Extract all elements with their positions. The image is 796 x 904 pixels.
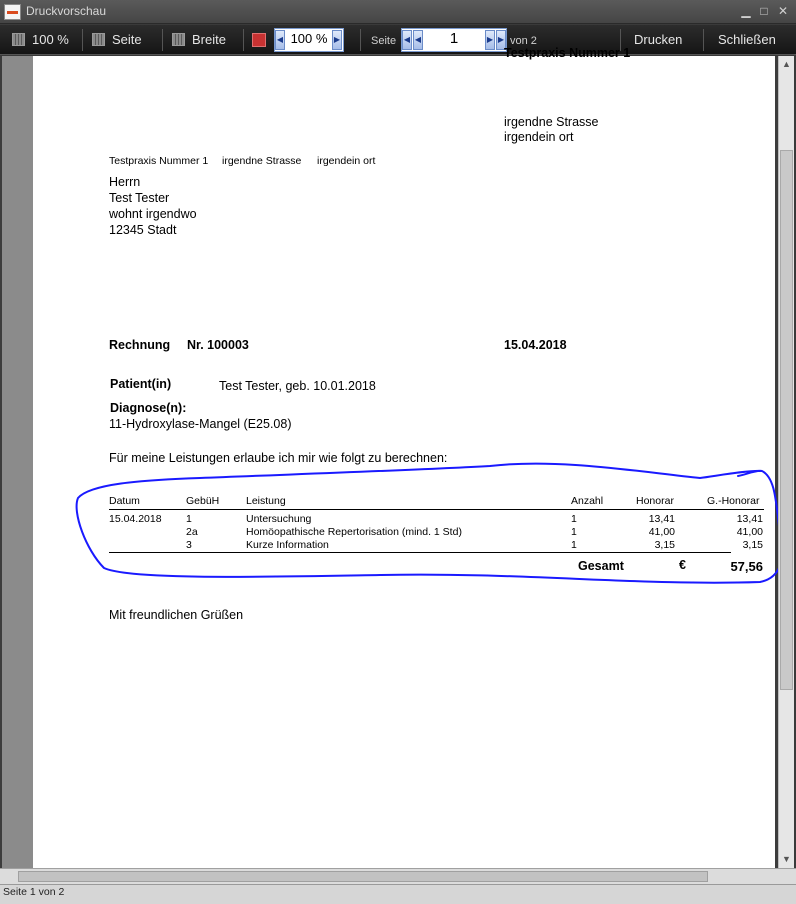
col-header-code: GebüH <box>186 495 220 507</box>
status-text: Seite 1 von 2 <box>3 886 65 898</box>
table-cell-service: Homöopathische Repertorisation (mind. 1 Std) <box>246 526 462 538</box>
horizontal-scroll-thumb[interactable] <box>18 871 708 882</box>
minimize-icon[interactable]: ▁ <box>741 4 751 18</box>
table-cell-code: 2a <box>186 526 198 538</box>
zoom-increase-arrow-icon[interactable]: ▶ <box>332 30 342 50</box>
table-cell-service: Kurze Information <box>246 539 329 551</box>
sender-line-city: irgendein ort <box>317 155 376 167</box>
scroll-down-icon[interactable]: ▼ <box>782 854 791 864</box>
color-swatch-icon[interactable] <box>252 33 266 47</box>
preview-area[interactable] <box>0 46 778 868</box>
sender-header-clipped: Testpraxis Nummer 1 <box>504 46 631 60</box>
table-cell-code: 3 <box>186 539 192 551</box>
table-cell-fee: 13,41 <box>648 513 675 525</box>
table-cell-date: 15.04.2018 <box>109 513 162 525</box>
page-navigator[interactable] <box>401 28 507 52</box>
patient-label: Patient(in) <box>110 377 172 391</box>
window-title: Druckvorschau <box>26 4 107 18</box>
toolbar-divider <box>360 29 361 51</box>
sender-street: irgendne Strasse <box>504 115 599 129</box>
table-sum-rule <box>109 552 731 553</box>
recipient-line: Test Tester <box>109 191 170 205</box>
col-header-count: Anzahl <box>571 495 604 507</box>
intro-text: Für meine Leistungen erlaube ich mir wie folgt zu berechnen: <box>109 451 448 465</box>
table-cell-count: 1 <box>571 526 577 538</box>
fit-width-button[interactable] <box>172 28 226 52</box>
table-cell-service: Untersuchung <box>246 513 312 525</box>
fit-page-label: Seite <box>112 32 142 47</box>
app-icon <box>4 4 21 20</box>
page-margin-strip <box>2 56 33 868</box>
toolbar-divider <box>162 29 163 51</box>
zoom-value[interactable]: 100 % <box>290 31 328 46</box>
diagnosis-label: Diagnose(n): <box>110 401 187 415</box>
page-nav-label: Seite <box>371 35 397 47</box>
fit-width-label: Breite <box>192 32 226 47</box>
toolbar-divider <box>82 29 83 51</box>
table-cell-code: 1 <box>186 513 192 525</box>
sender-line-street: irgendne Strasse <box>222 155 302 167</box>
table-cell-fee: 3,15 <box>654 539 675 551</box>
table-cell-total: 41,00 <box>736 526 763 538</box>
zoom-decrease-arrow-icon[interactable]: ◀ <box>275 30 285 50</box>
col-header-service: Leistung <box>246 495 286 507</box>
patient-value: Test Tester, geb. 10.01.2018 <box>219 379 376 393</box>
fit-page-button[interactable] <box>92 28 142 52</box>
close-preview-button[interactable]: Schließen <box>718 32 776 47</box>
prev-page-icon[interactable]: ◀ <box>413 30 423 50</box>
zoom-100-label: 100 % <box>32 32 69 47</box>
currency-symbol: € <box>679 558 686 572</box>
maximize-icon[interactable]: □ <box>760 4 768 18</box>
next-page-icon[interactable]: ▶ <box>485 30 495 50</box>
grid-icon <box>172 33 185 46</box>
col-header-total: G.-Honorar <box>707 495 760 507</box>
table-header-rule <box>109 509 764 510</box>
vertical-scrollbar[interactable] <box>778 56 794 868</box>
table-cell-fee: 41,00 <box>648 526 675 538</box>
recipient-line: Herrn <box>109 175 141 189</box>
table-cell-count: 1 <box>571 539 577 551</box>
sender-line-name: Testpraxis Nummer 1 <box>109 155 209 167</box>
scroll-up-icon[interactable]: ▲ <box>782 59 791 69</box>
table-cell-count: 1 <box>571 513 577 525</box>
zoom-spinner[interactable] <box>274 28 344 52</box>
invoice-label: Rechnung <box>109 338 171 352</box>
col-header-date: Datum <box>109 495 140 507</box>
document-page <box>33 46 775 868</box>
close-icon[interactable]: ✕ <box>777 4 789 18</box>
page-count-label: von 2 <box>510 35 537 47</box>
grid-icon <box>12 33 25 46</box>
col-header-fee: Honorar <box>636 495 674 507</box>
page-number-input[interactable]: 1 <box>449 30 459 47</box>
toolbar <box>0 25 796 55</box>
toolbar-divider <box>243 29 244 51</box>
table-cell-total: 3,15 <box>742 539 763 551</box>
closing-text: Mit freundlichen Grüßen <box>109 608 244 622</box>
recipient-line: wohnt irgendwo <box>109 207 197 221</box>
status-bar <box>0 884 796 904</box>
table-cell-total: 13,41 <box>736 513 763 525</box>
invoice-number: Nr. 100003 <box>187 338 249 352</box>
invoice-date: 15.04.2018 <box>504 338 567 352</box>
zoom-100-button[interactable] <box>12 28 69 52</box>
toolbar-divider <box>703 29 704 51</box>
recipient-line: 12345 Stadt <box>109 223 177 237</box>
grid-icon <box>92 33 105 46</box>
first-page-icon[interactable]: ◀ <box>402 30 412 50</box>
last-page-icon[interactable]: ▶ <box>496 30 506 50</box>
sum-label: Gesamt <box>578 559 624 573</box>
sum-value: 57,56 <box>730 559 763 574</box>
scroll-thumb[interactable] <box>780 150 793 690</box>
diagnosis-value: 11-Hydroxylase-Mangel (E25.08) <box>109 417 292 431</box>
sender-city: irgendein ort <box>504 130 574 144</box>
horizontal-scrollbar[interactable] <box>0 868 796 884</box>
print-button[interactable]: Drucken <box>634 32 683 47</box>
title-bar <box>0 0 796 24</box>
